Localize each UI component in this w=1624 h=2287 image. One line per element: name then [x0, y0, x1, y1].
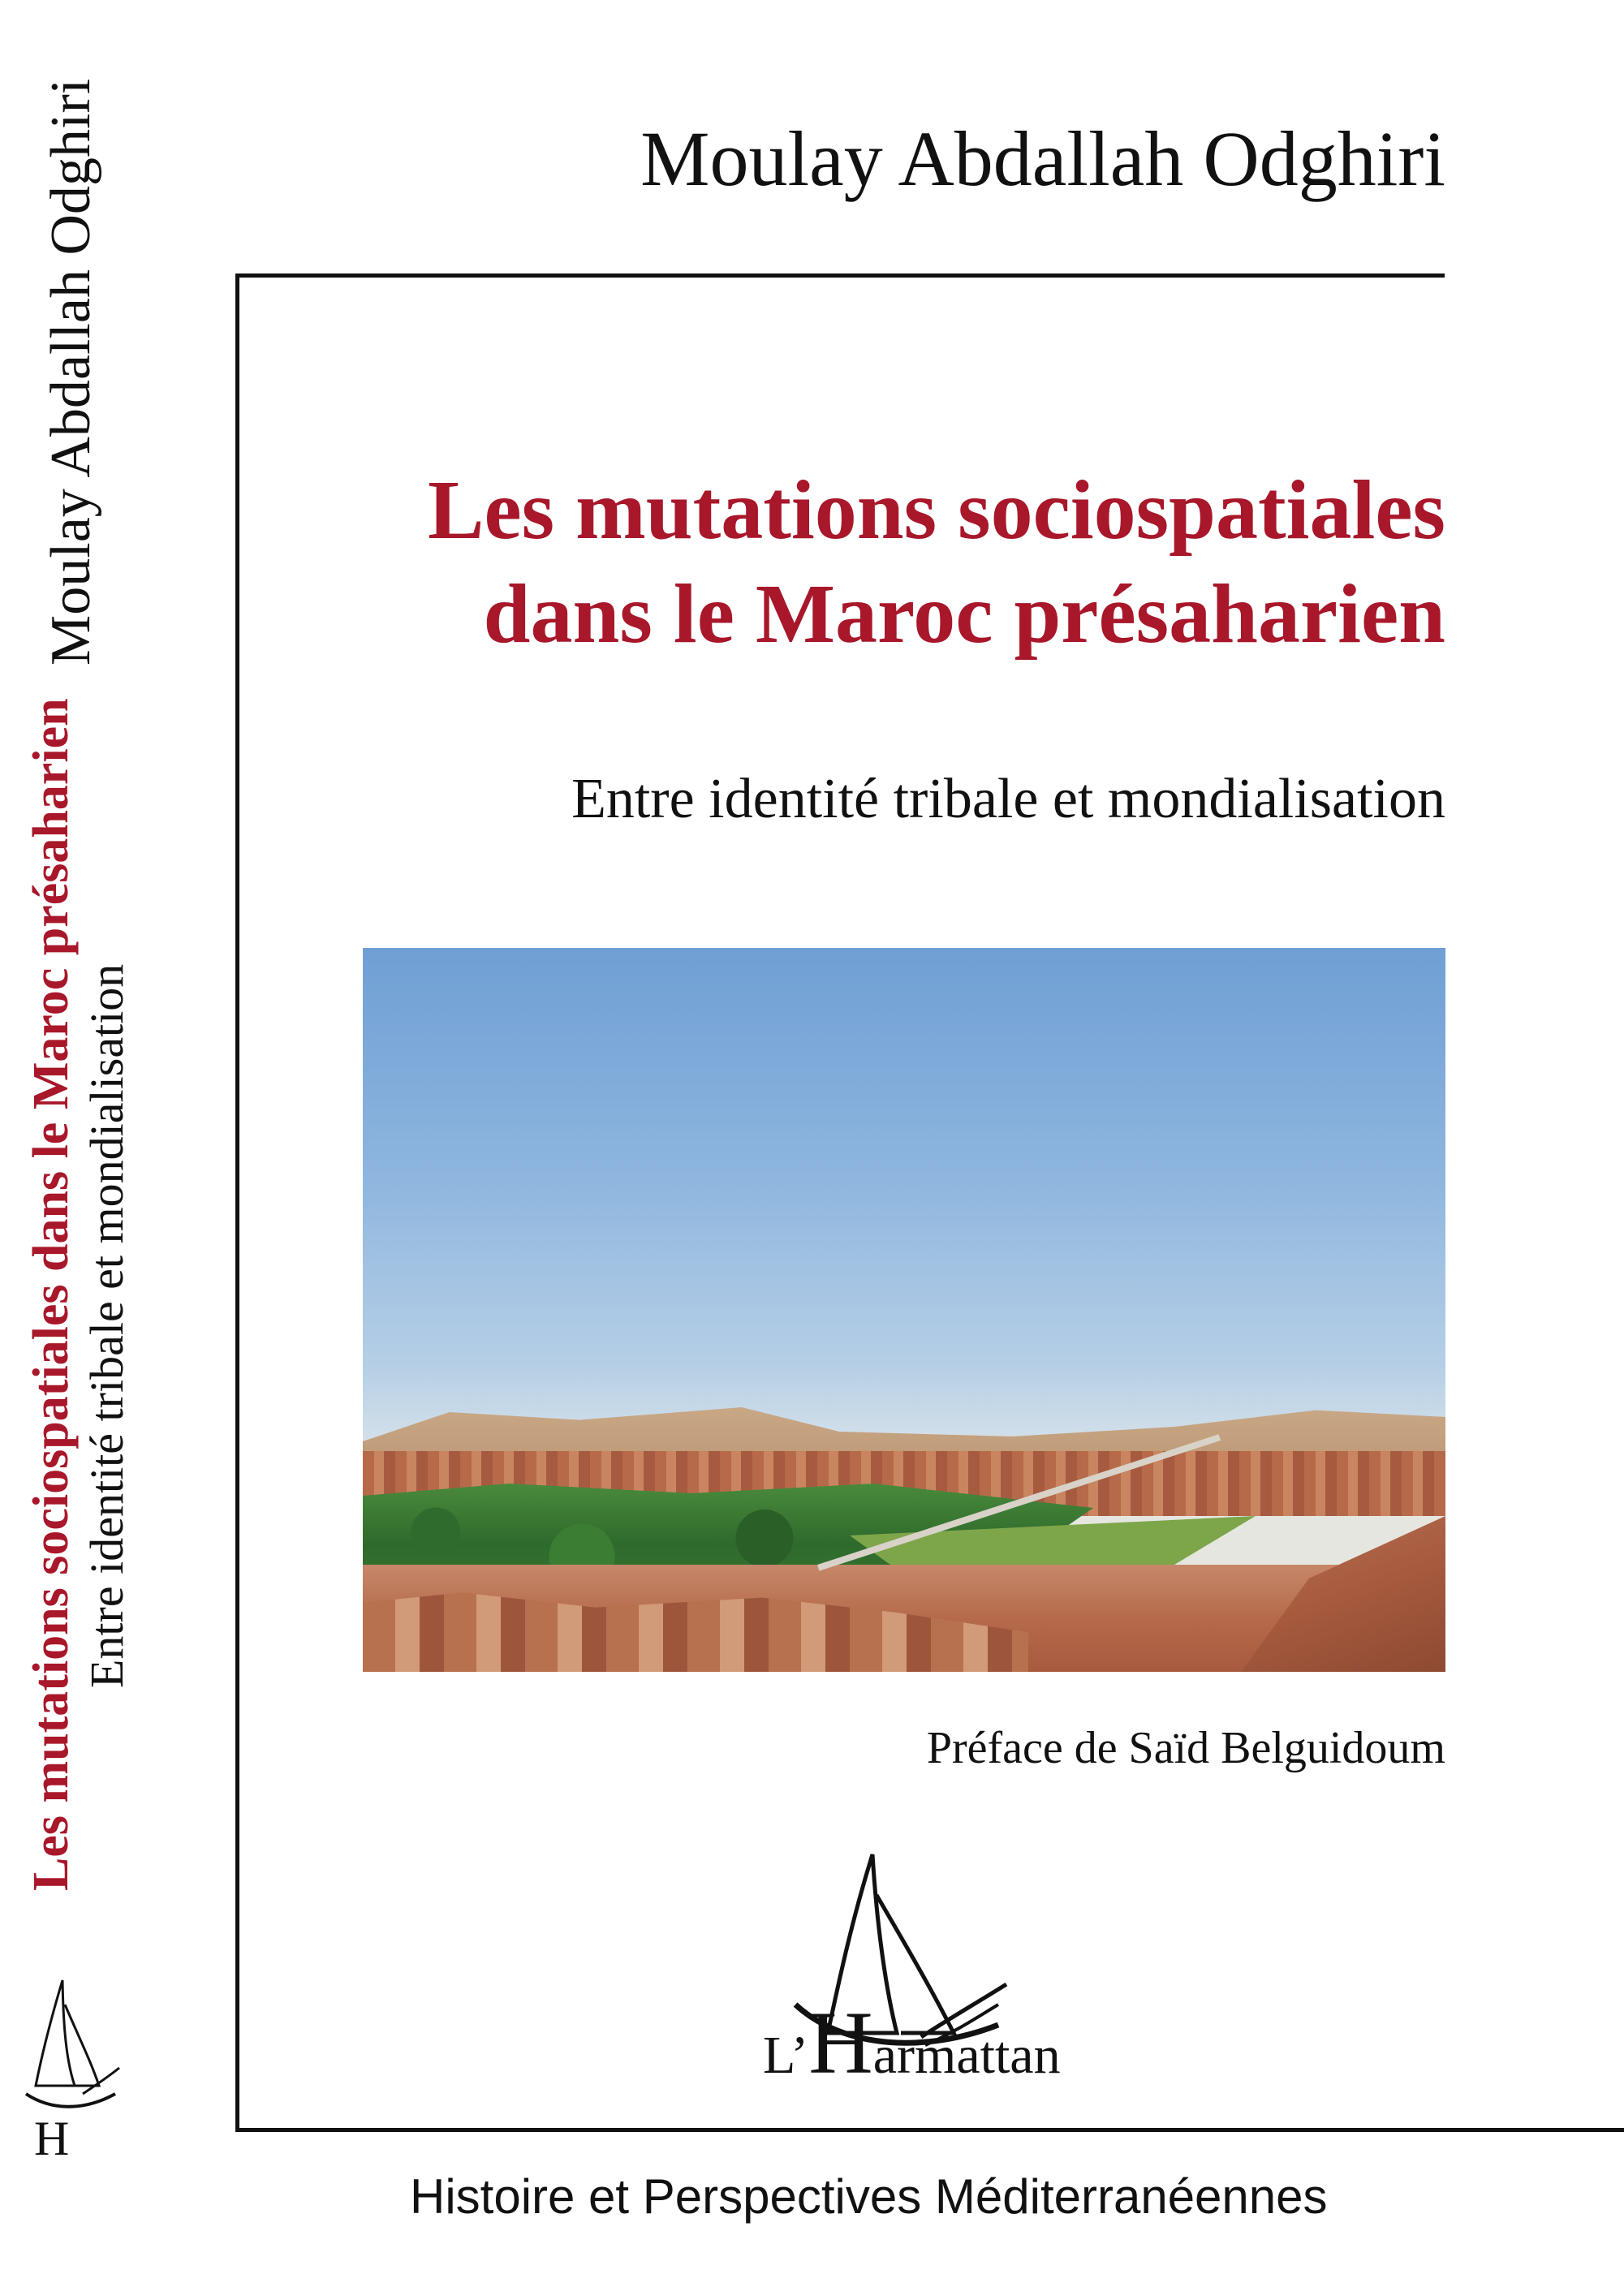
cover-title: [269, 459, 1445, 666]
publisher-prefix: L’: [763, 2026, 809, 2085]
series-name: Histoire et Perspectives Méditerranéennes: [410, 2169, 1328, 2224]
publisher-rest: armattan: [872, 2026, 1061, 2085]
publisher-h: H: [808, 1993, 873, 2092]
cover-subtitle: Entre identité tribale et mondialisation: [571, 768, 1445, 830]
spine-subtitle: Entre identité tribale et mondialisation: [80, 963, 133, 1688]
spine-logo-letter: H: [34, 2112, 70, 2165]
frame-bottom-rule: [235, 2128, 1624, 2132]
spine-title: Les mutations sociospatiales dans le Maroc présaharien: [24, 698, 79, 1891]
cover-title-line-1: Les mutations sociospatiales: [428, 463, 1445, 557]
cover-photo-landscape: [363, 948, 1445, 1672]
cover-preface: Préface de Saïd Belguidoum: [926, 1723, 1445, 1773]
cover-author: Moulay Abdallah Odghiri: [640, 115, 1445, 202]
spine-author: Moulay Abdallah Odghiri: [40, 78, 102, 665]
publisher-name: [763, 1993, 1061, 2092]
frame-top-rule: [235, 273, 1445, 278]
frame-left-rule: [235, 273, 239, 2132]
book-spine: [0, 0, 235, 2287]
spine-sailboat-icon: [18, 1972, 123, 2167]
cover-title-line-2: dans le Maroc présaharien: [483, 567, 1445, 661]
